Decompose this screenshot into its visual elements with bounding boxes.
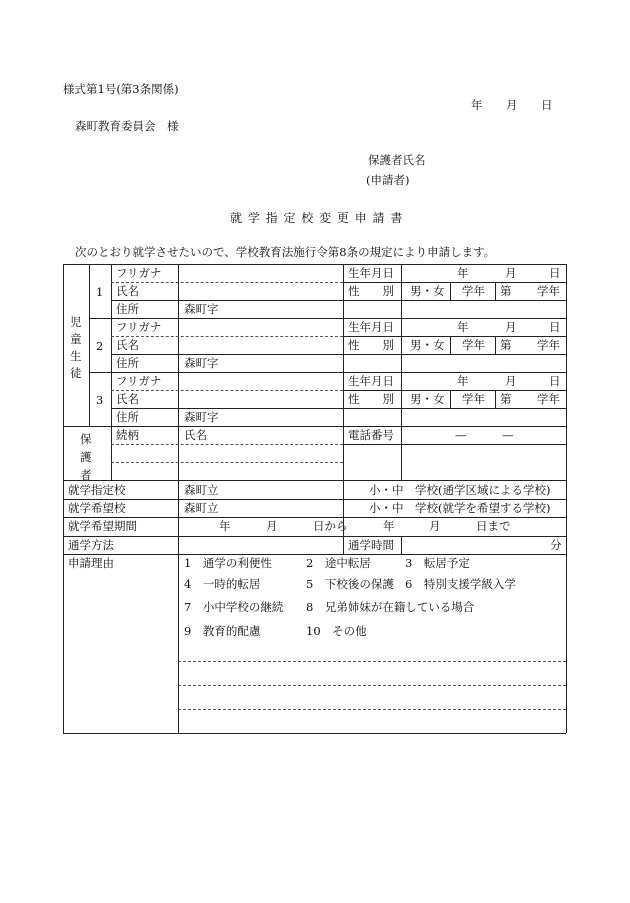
birth-label: 生年月日 xyxy=(348,320,394,334)
commute-time-unit: 分 xyxy=(550,538,562,552)
designated-school-label: 就学指定校 xyxy=(68,483,126,497)
address-value: 森町字 xyxy=(184,410,219,424)
designated-school-town: 森町立 xyxy=(184,483,219,497)
relation-label: 続柄 xyxy=(116,428,139,442)
child-number: 3 xyxy=(96,393,104,407)
furigana-label: フリガナ xyxy=(116,374,162,388)
phone-dash: — xyxy=(455,428,467,442)
form-number: 様式第1号(第3条関係) xyxy=(63,82,179,96)
reason-item: 9 教育的配慮 xyxy=(184,624,261,638)
date-day-label: 日 xyxy=(541,98,553,112)
reason-item: 1 通学の利便性 xyxy=(184,556,272,570)
phone-dash: — xyxy=(502,428,514,442)
desired-school-town: 森町立 xyxy=(184,501,219,515)
name-label: 氏名 xyxy=(116,338,139,352)
birth-label: 生年月日 xyxy=(348,266,394,280)
child-number: 2 xyxy=(96,339,104,353)
reason-item: 8 兄弟姉妹が在籍している場合 xyxy=(306,600,475,614)
period-year-from: 年 xyxy=(219,519,231,533)
commute-time-label: 通学時間 xyxy=(348,538,394,552)
address-value: 森町字 xyxy=(184,356,219,370)
birth-day: 日 xyxy=(549,320,561,334)
address-label: 住所 xyxy=(116,302,139,316)
birth-month: 月 xyxy=(505,374,517,388)
commute-method-label: 通学方法 xyxy=(68,538,114,552)
designated-school-type: 小・中 学校(通学区域による学校) xyxy=(369,483,551,497)
sex-value: 男・女 xyxy=(410,284,445,298)
reason-item: 3 転居予定 xyxy=(405,556,470,570)
guardian-name-field-label: 氏名 xyxy=(184,428,207,442)
birth-day: 日 xyxy=(549,266,561,280)
grade-label: 学年 xyxy=(537,392,560,406)
period-label: 就学希望期間 xyxy=(68,519,137,533)
date-year-label: 年 xyxy=(471,98,483,112)
grade-label: 学年 xyxy=(537,338,560,352)
child-number: 1 xyxy=(96,285,104,299)
reason-item: 6 特別支援学級入学 xyxy=(405,577,516,591)
grade-label: 学年 xyxy=(462,338,485,352)
grade-label: 学年 xyxy=(462,284,485,298)
reason-item: 10 その他 xyxy=(306,624,367,638)
desired-school-label: 就学希望校 xyxy=(68,501,126,515)
guardian-section-label: 保 護 者 xyxy=(80,432,92,482)
birth-month: 月 xyxy=(505,266,517,280)
reason-item: 5 下校後の保護 xyxy=(306,577,394,591)
date-month-label: 月 xyxy=(506,98,518,112)
dai-label: 第 xyxy=(500,392,512,406)
period-day-from: 日から xyxy=(313,519,348,533)
period-month-to: 月 xyxy=(429,519,441,533)
guardian-name-label: 保護者氏名 xyxy=(368,153,426,167)
address-value: 森町字 xyxy=(184,302,219,316)
birth-year: 年 xyxy=(457,320,469,334)
sex-label: 性 別 xyxy=(348,392,394,406)
reason-item: 7 小中学校の継続 xyxy=(184,600,284,614)
addressee: 森町教育委員会 様 xyxy=(75,119,179,133)
address-label: 住所 xyxy=(116,410,139,424)
dai-label: 第 xyxy=(500,338,512,352)
reason-label: 申請理由 xyxy=(68,556,114,570)
birth-year: 年 xyxy=(457,374,469,388)
period-month-from: 月 xyxy=(266,519,278,533)
birth-month: 月 xyxy=(505,320,517,334)
address-label: 住所 xyxy=(116,356,139,370)
furigana-label: フリガナ xyxy=(116,266,162,280)
name-label: 氏名 xyxy=(116,284,139,298)
phone-label: 電話番号 xyxy=(348,428,394,442)
reason-item: 4 一時的転居 xyxy=(184,577,261,591)
children-section-label: 児 童 生 徒 xyxy=(70,315,82,380)
name-label: 氏名 xyxy=(116,392,139,406)
grade-label: 学年 xyxy=(462,392,485,406)
reason-item: 2 途中転居 xyxy=(306,556,371,570)
grade-label: 学年 xyxy=(537,284,560,298)
intro-text: 次のとおり就学させたいので、学校教育法施行令第8条の規定により申請します。 xyxy=(75,245,496,259)
page-title: 就 学 指 定 校 変 更 申 請 書 xyxy=(230,211,404,225)
dai-label: 第 xyxy=(500,284,512,298)
birth-label: 生年月日 xyxy=(348,374,394,388)
sex-label: 性 別 xyxy=(348,284,394,298)
period-year-to: 年 xyxy=(383,519,395,533)
period-day-to: 日まで xyxy=(476,519,511,533)
sex-label: 性 別 xyxy=(348,338,394,352)
sex-value: 男・女 xyxy=(410,338,445,352)
applicant-label: (申請者) xyxy=(366,173,410,187)
birth-year: 年 xyxy=(457,266,469,280)
desired-school-type: 小・中 学校(就学を希望する学校) xyxy=(369,501,551,515)
birth-day: 日 xyxy=(549,374,561,388)
furigana-label: フリガナ xyxy=(116,320,162,334)
sex-value: 男・女 xyxy=(410,392,445,406)
